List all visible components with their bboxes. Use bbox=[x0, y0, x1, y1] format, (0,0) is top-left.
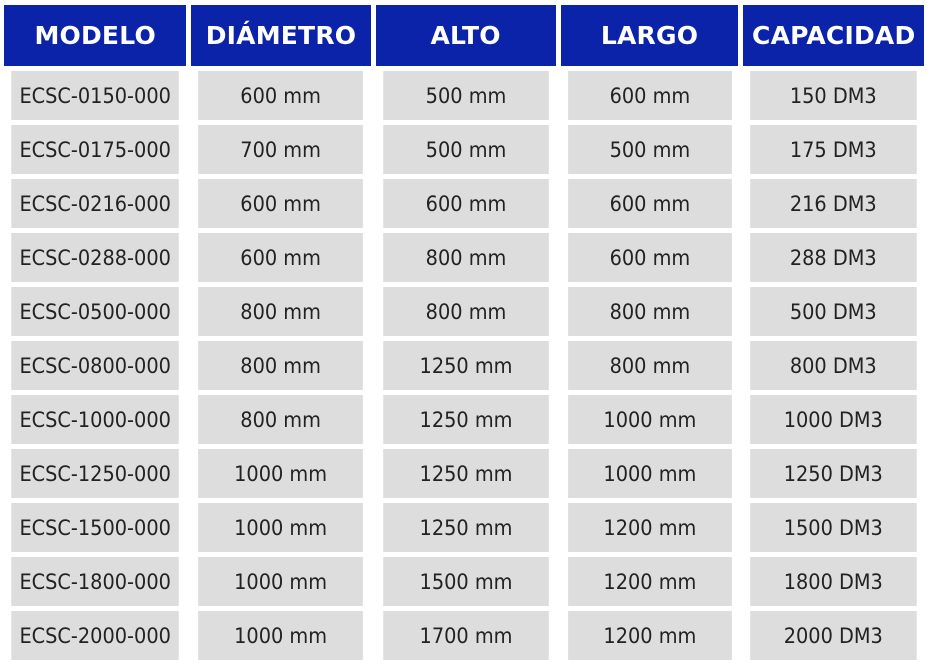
cell-modelo: ECSC-0175-000 bbox=[11, 125, 179, 174]
cell-largo: 600 mm bbox=[568, 71, 732, 120]
cell-modelo: ECSC-0500-000 bbox=[11, 287, 179, 336]
cell-alto: 800 mm bbox=[383, 287, 549, 336]
cell-diametro: 800 mm bbox=[199, 341, 364, 390]
cell-capacidad: 2000 DM3 bbox=[751, 611, 917, 660]
cell-largo: 1000 mm bbox=[568, 395, 732, 444]
table-row bbox=[4, 233, 924, 282]
header-modelo: MODELO bbox=[4, 5, 186, 66]
table-body bbox=[4, 71, 924, 660]
header-largo: LARGO bbox=[561, 5, 739, 66]
cell-alto: 1250 mm bbox=[383, 449, 549, 498]
cell-diametro: 1000 mm bbox=[199, 611, 364, 660]
cell-largo: 1200 mm bbox=[568, 557, 732, 606]
cell-modelo: ECSC-1000-000 bbox=[11, 395, 179, 444]
cell-modelo: ECSC-2000-000 bbox=[11, 611, 179, 660]
cell-largo: 1200 mm bbox=[568, 611, 732, 660]
cell-capacidad: 175 DM3 bbox=[751, 125, 917, 174]
table-row bbox=[4, 449, 924, 498]
cell-diametro: 800 mm bbox=[199, 287, 364, 336]
cell-alto: 600 mm bbox=[383, 179, 549, 228]
table-row bbox=[4, 287, 924, 336]
cell-alto: 1250 mm bbox=[383, 503, 549, 552]
cell-capacidad: 1250 DM3 bbox=[751, 449, 917, 498]
cell-largo: 600 mm bbox=[568, 179, 732, 228]
cell-diametro: 800 mm bbox=[199, 395, 364, 444]
table-row bbox=[4, 125, 924, 174]
cell-largo: 1200 mm bbox=[568, 503, 732, 552]
table-row bbox=[4, 179, 924, 228]
cell-alto: 1700 mm bbox=[383, 611, 549, 660]
header-capacidad: CAPACIDAD bbox=[743, 5, 924, 66]
cell-capacidad: 1800 DM3 bbox=[751, 557, 917, 606]
cell-largo: 800 mm bbox=[568, 341, 732, 390]
header-diametro: DIÁMETRO bbox=[191, 5, 370, 66]
cell-capacidad: 1500 DM3 bbox=[751, 503, 917, 552]
table-row bbox=[4, 611, 924, 660]
table-row bbox=[4, 503, 924, 552]
cell-capacidad: 1000 DM3 bbox=[751, 395, 917, 444]
cell-modelo: ECSC-0288-000 bbox=[11, 233, 179, 282]
cell-capacidad: 288 DM3 bbox=[751, 233, 917, 282]
cell-alto: 800 mm bbox=[383, 233, 549, 282]
cell-alto: 1500 mm bbox=[383, 557, 549, 606]
cell-diametro: 1000 mm bbox=[199, 503, 364, 552]
cell-alto: 1250 mm bbox=[383, 341, 549, 390]
cell-modelo: ECSC-0800-000 bbox=[11, 341, 179, 390]
cell-capacidad: 800 DM3 bbox=[751, 341, 917, 390]
cell-diametro: 700 mm bbox=[199, 125, 364, 174]
table-row bbox=[4, 341, 924, 390]
header-row bbox=[4, 5, 924, 66]
cell-modelo: ECSC-1500-000 bbox=[11, 503, 179, 552]
cell-modelo: ECSC-0150-000 bbox=[11, 71, 179, 120]
cell-largo: 500 mm bbox=[568, 125, 732, 174]
cell-largo: 1000 mm bbox=[568, 449, 732, 498]
cell-diametro: 600 mm bbox=[199, 71, 364, 120]
cell-diametro: 1000 mm bbox=[199, 557, 364, 606]
cell-diametro: 1000 mm bbox=[199, 449, 364, 498]
header-alto: ALTO bbox=[376, 5, 556, 66]
cell-alto: 500 mm bbox=[383, 71, 549, 120]
cell-alto: 1250 mm bbox=[383, 395, 549, 444]
cell-capacidad: 500 DM3 bbox=[751, 287, 917, 336]
cell-modelo: ECSC-1800-000 bbox=[11, 557, 179, 606]
cell-capacidad: 216 DM3 bbox=[751, 179, 917, 228]
table-row bbox=[4, 71, 924, 120]
cell-diametro: 600 mm bbox=[199, 179, 364, 228]
table-row bbox=[4, 557, 924, 606]
cell-largo: 800 mm bbox=[568, 287, 732, 336]
cell-modelo: ECSC-1250-000 bbox=[11, 449, 179, 498]
cell-capacidad: 150 DM3 bbox=[751, 71, 917, 120]
cell-largo: 600 mm bbox=[568, 233, 732, 282]
cell-modelo: ECSC-0216-000 bbox=[11, 179, 179, 228]
table-row bbox=[4, 395, 924, 444]
cell-alto: 500 mm bbox=[383, 125, 549, 174]
cell-diametro: 600 mm bbox=[199, 233, 364, 282]
